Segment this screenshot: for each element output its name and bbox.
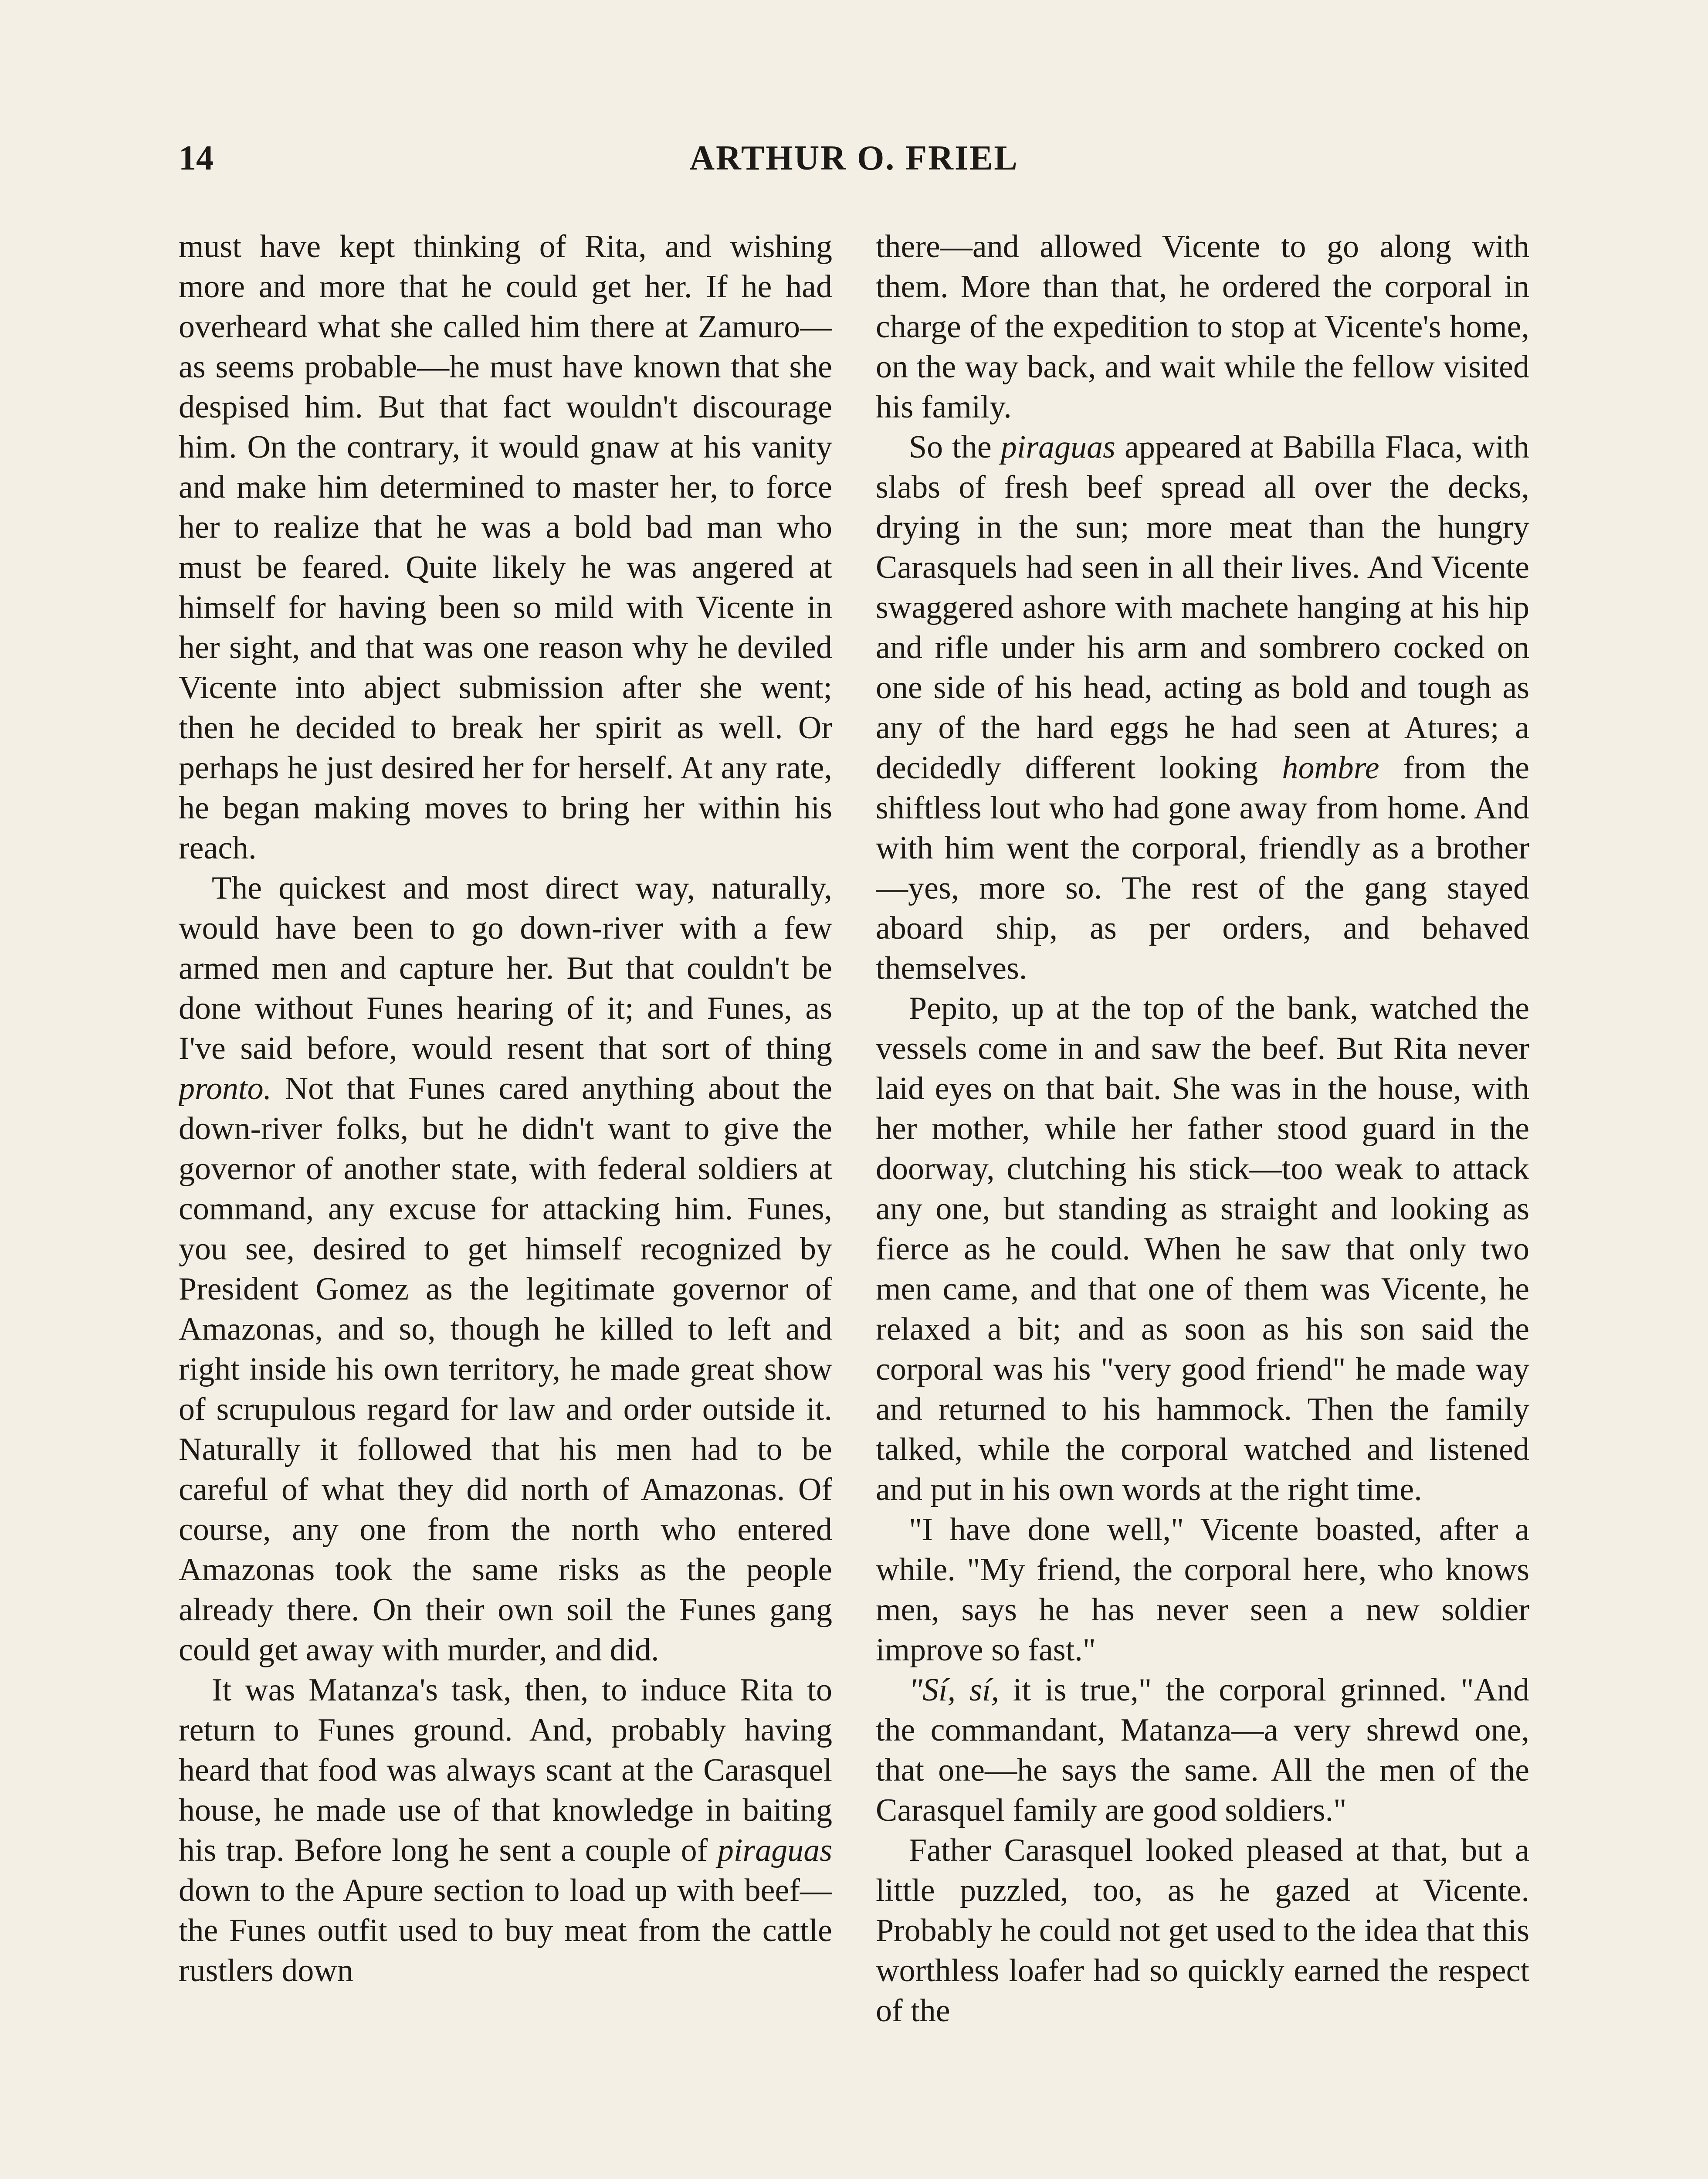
paragraph: Pepito, up at the top of the bank, watched the vessels come in and saw the beef. But Rita never laid eyes on that bait. She was in the house, with her mother, while her father stood guard in the doorway, clutching his stick—too weak to attack any one, but standing as straight and looking as fierce as he could. When he saw that only two men came, and that one of them was Vicente, he relaxed a bit; and as soon as his son said the corporal was his "very good friend" he made way and returned to his hammock. Then the family talked, while the corporal watched and listened and put in his own words at the right time.: [876, 991, 1529, 1507]
paragraph: "Sí, sí, it is true," the corporal grinned. "And the commandant, Matanza—a very shrewd one, that one—he says the same. All the men of the Carasquel family are good soldiers.": [876, 1672, 1529, 1828]
paragraph: It was Matanza's task, then, to induce Rita to return to Funes ground. And, probably having heard that food was always scant at the Carasquel house, he made use of that knowledge in baiting his trap. Before long he sent a couple of piraguas down to the Apure section to load up with beef—the Funes outfit used to buy meat from the cattle rustlers down: [179, 1672, 832, 1989]
running-head: ARTHUR O. FRIEL: [689, 139, 1019, 177]
right-column: [876, 227, 1529, 2179]
paragraph: So the piraguas appeared at Babilla Flaca, with slabs of fresh beef spread all over the decks, drying in the sun; more meat than the hungry Carasquels had seen in all their lives. And Vicente swaggered ashore with machete hanging at his hip and rifle under his arm and sombrero cocked on one side of his head, acting as bold and tough as any of the hard eggs he had seen at Atures; a decidedly different looking hombre from the shiftless lout who had gone away from home. And with him went the corporal, friendly as a brother—yes, more so. The rest of the gang stayed aboard ship, as per orders, and behaved themselves.: [876, 429, 1529, 986]
left-column: [179, 227, 832, 2179]
paragraph: must have kept thinking of Rita, and wishing more and more that he could get her. If he had overheard what she called him there at Zamuro—as seems probable—he must have known that she despised him. But that fact wouldn't discourage him. On the contrary, it would gnaw at his vanity and make him determined to master her, to force her to realize that he was a bold bad man who must be feared. Quite likely he was angered at himself for having been so mild with Vicente in her sight, and that was one reason why he deviled Vicente into abject submission after she went; then he decided to break her spirit as well. Or perhaps he just desired her for herself. At any rate, he began making moves to bring her within his reach.: [179, 229, 832, 866]
page-number: 14: [179, 139, 214, 177]
paragraph: there—and allowed Vicente to go along with them. More than that, he ordered the corporal in charge of the expedition to stop at Vicente's home, on the way back, and wait while the fellow visited his family.: [876, 229, 1529, 425]
page-header: [179, 139, 1529, 187]
paragraph: The quickest and most direct way, naturally, would have been to go down-river with a few armed men and capture her. But that couldn't be done without Funes hearing of it; and Funes, as I've said before, would resent that sort of thing pronto. Not that Funes cared anything about the down-river folks, but he didn't want to give the governor of another state, with federal soldiers at command, any excuse for attacking him. Funes, you see, desired to get himself recognized by President Gomez as the legitimate governor of Amazonas, and so, though he killed to left and right inside his own territory, he made great show of scrupulous regard for law and order outside it. Naturally it followed that his men had to be careful of what they did north of Amazonas. Of course, any one from the north who entered Amazonas took the same risks as the people already there. On their own soil the Funes gang could get away with murder, and did.: [179, 870, 832, 1668]
paragraph: Father Carasquel looked pleased at that, but a little puzzled, too, as he gazed at Vicente. Probably he could not get used to the idea that this worthless loafer had so quickly earned the respect of the: [876, 1833, 1529, 2029]
paragraph: "I have done well," Vicente boasted, after a while. "My friend, the corporal here, who knows men, says he has never seen a new soldier improve so fast.": [876, 1512, 1529, 1668]
